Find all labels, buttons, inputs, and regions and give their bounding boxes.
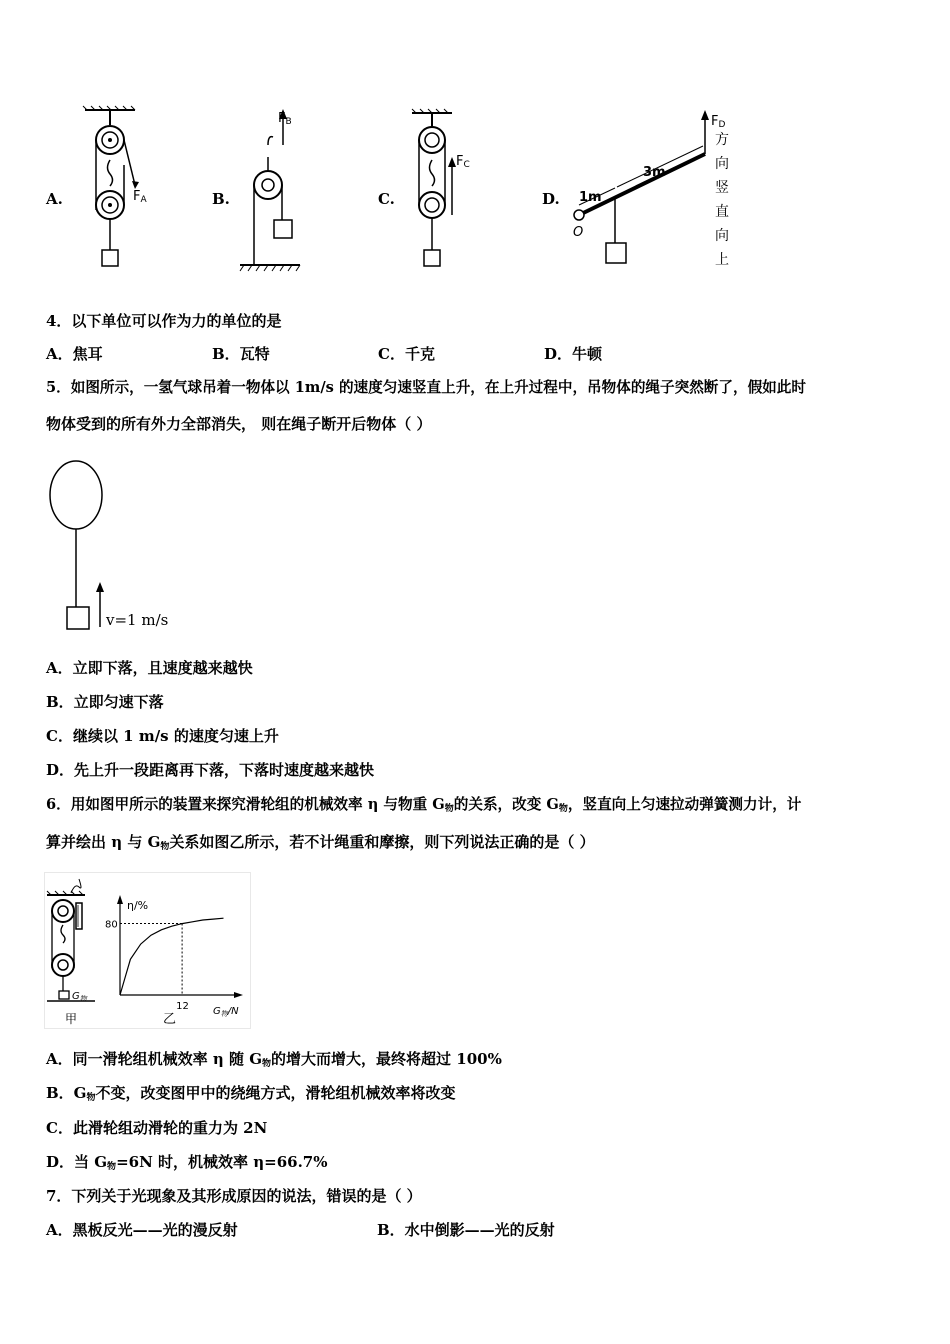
q5-stem-line1: 5．如图所示，一氢气球吊着一物体以 1m/s 的速度匀速竖直上升，在上升过程中，吊物体的绳子突然断了，假如此时: [46, 379, 806, 396]
svg-text:向: 向: [715, 156, 729, 172]
svg-text:FA: FA: [133, 189, 147, 205]
chart-x-axis-label: $G_物/N$: [213, 1006, 239, 1018]
pulley-device-jia: [45, 873, 105, 1028]
svg-text:O: O: [573, 225, 584, 240]
efficiency-chart-yi: [105, 873, 250, 1028]
chart-y-tick-label: 80: [105, 919, 118, 931]
svg-text:方: 方: [715, 132, 729, 148]
svg-text:1m: 1m: [579, 190, 602, 205]
q4-option-c[interactable]: C．千克: [378, 345, 435, 363]
q6-stem-line1: 6．用如图甲所示的装置来探究滑轮组的机械效率 η 与物重 $G_物$的关系，改变 $G_物$，竖直向上匀速拉动弹簧测力计，计: [46, 796, 802, 814]
q6-stem-line2: 算并绘出 η 与 $G_物$关系如图乙所示，若不计绳重和摩擦，则下列说法正确的是（ ）: [46, 833, 595, 852]
q5-option-c[interactable]: C．继续以 1 m/s 的速度匀速上升: [46, 727, 279, 745]
q3-option-a-label: A.: [46, 190, 63, 208]
svg-text:3m: 3m: [643, 165, 666, 180]
chart-y-axis-arrow: [117, 895, 123, 904]
svg-text:FD: FD: [711, 114, 726, 130]
pulley-diagram-c: [402, 105, 522, 275]
balloon-diagram: [40, 455, 200, 635]
q3-option-c-label: C.: [378, 190, 395, 208]
svg-text:竖: 竖: [715, 180, 729, 196]
svg-text:直: 直: [715, 204, 729, 220]
svg-text:FB: FB: [278, 111, 292, 127]
q4-option-b[interactable]: B．瓦特: [212, 345, 270, 363]
svg-text:FC: FC: [456, 154, 470, 170]
svg-text:甲: 甲: [65, 1012, 78, 1026]
q7-stem: 7．下列关于光现象及其形成原因的说法，错误的是（ ）: [46, 1187, 422, 1205]
svg-text:上: 上: [715, 252, 729, 268]
chart-x-axis-arrow: [234, 992, 243, 998]
chart-caption: 乙: [163, 1012, 177, 1027]
q3-option-b-label: B.: [212, 190, 230, 208]
q3-option-figures: [40, 100, 760, 280]
q4-option-a[interactable]: A．焦耳: [46, 345, 103, 363]
q4-option-d[interactable]: D．牛顿: [544, 345, 603, 363]
q6-figure: [44, 872, 251, 1029]
svg-text:v=1 m/s: v=1 m/s: [106, 611, 169, 629]
svg-text:G物: $G_物$: [72, 991, 87, 1003]
lever-diagram-d: [565, 108, 740, 278]
q6-option-c[interactable]: C．此滑轮组动滑轮的重力为 2N: [46, 1119, 268, 1137]
q6-option-b[interactable]: B．$G_物$不变，改变图甲中的绕绳方式，滑轮组机械效率将改变: [46, 1084, 456, 1103]
q5-option-d[interactable]: D．先上升一段距离再下落，下落时速度越来越快: [46, 761, 375, 779]
pulley-diagram-a: [75, 105, 195, 275]
svg-text:向: 向: [715, 228, 729, 244]
chart-x-tick-label: 12: [176, 1001, 189, 1012]
q5-stem-line2: 物体受到的所有外力全部消失， 则在绳子断开后物体（ ）: [46, 415, 432, 433]
q7-option-a[interactable]: A．黑板反光——光的漫反射: [46, 1221, 238, 1239]
chart-y-axis-label: η/%: [127, 899, 149, 912]
q3-option-d-label: D.: [542, 190, 560, 208]
q4-stem: 4．以下单位可以作为力的单位的是: [46, 312, 282, 330]
q6-option-d[interactable]: D．当 $G_物=6N$ 时，机械效率 η=66.7%: [46, 1153, 328, 1172]
q5-option-b[interactable]: B．立即匀速下落: [46, 693, 164, 711]
q5-option-a[interactable]: A．立即下落，且速度越来越快: [46, 659, 253, 677]
chart-series-line: [120, 918, 224, 995]
pulley-diagram-b: [238, 105, 328, 275]
q6-option-a[interactable]: A．同一滑轮组机械效率 η 随 $G_物$的增大而增大，最终将超过 100%: [46, 1050, 502, 1069]
q7-option-b[interactable]: B．水中倒影——光的反射: [377, 1221, 555, 1239]
